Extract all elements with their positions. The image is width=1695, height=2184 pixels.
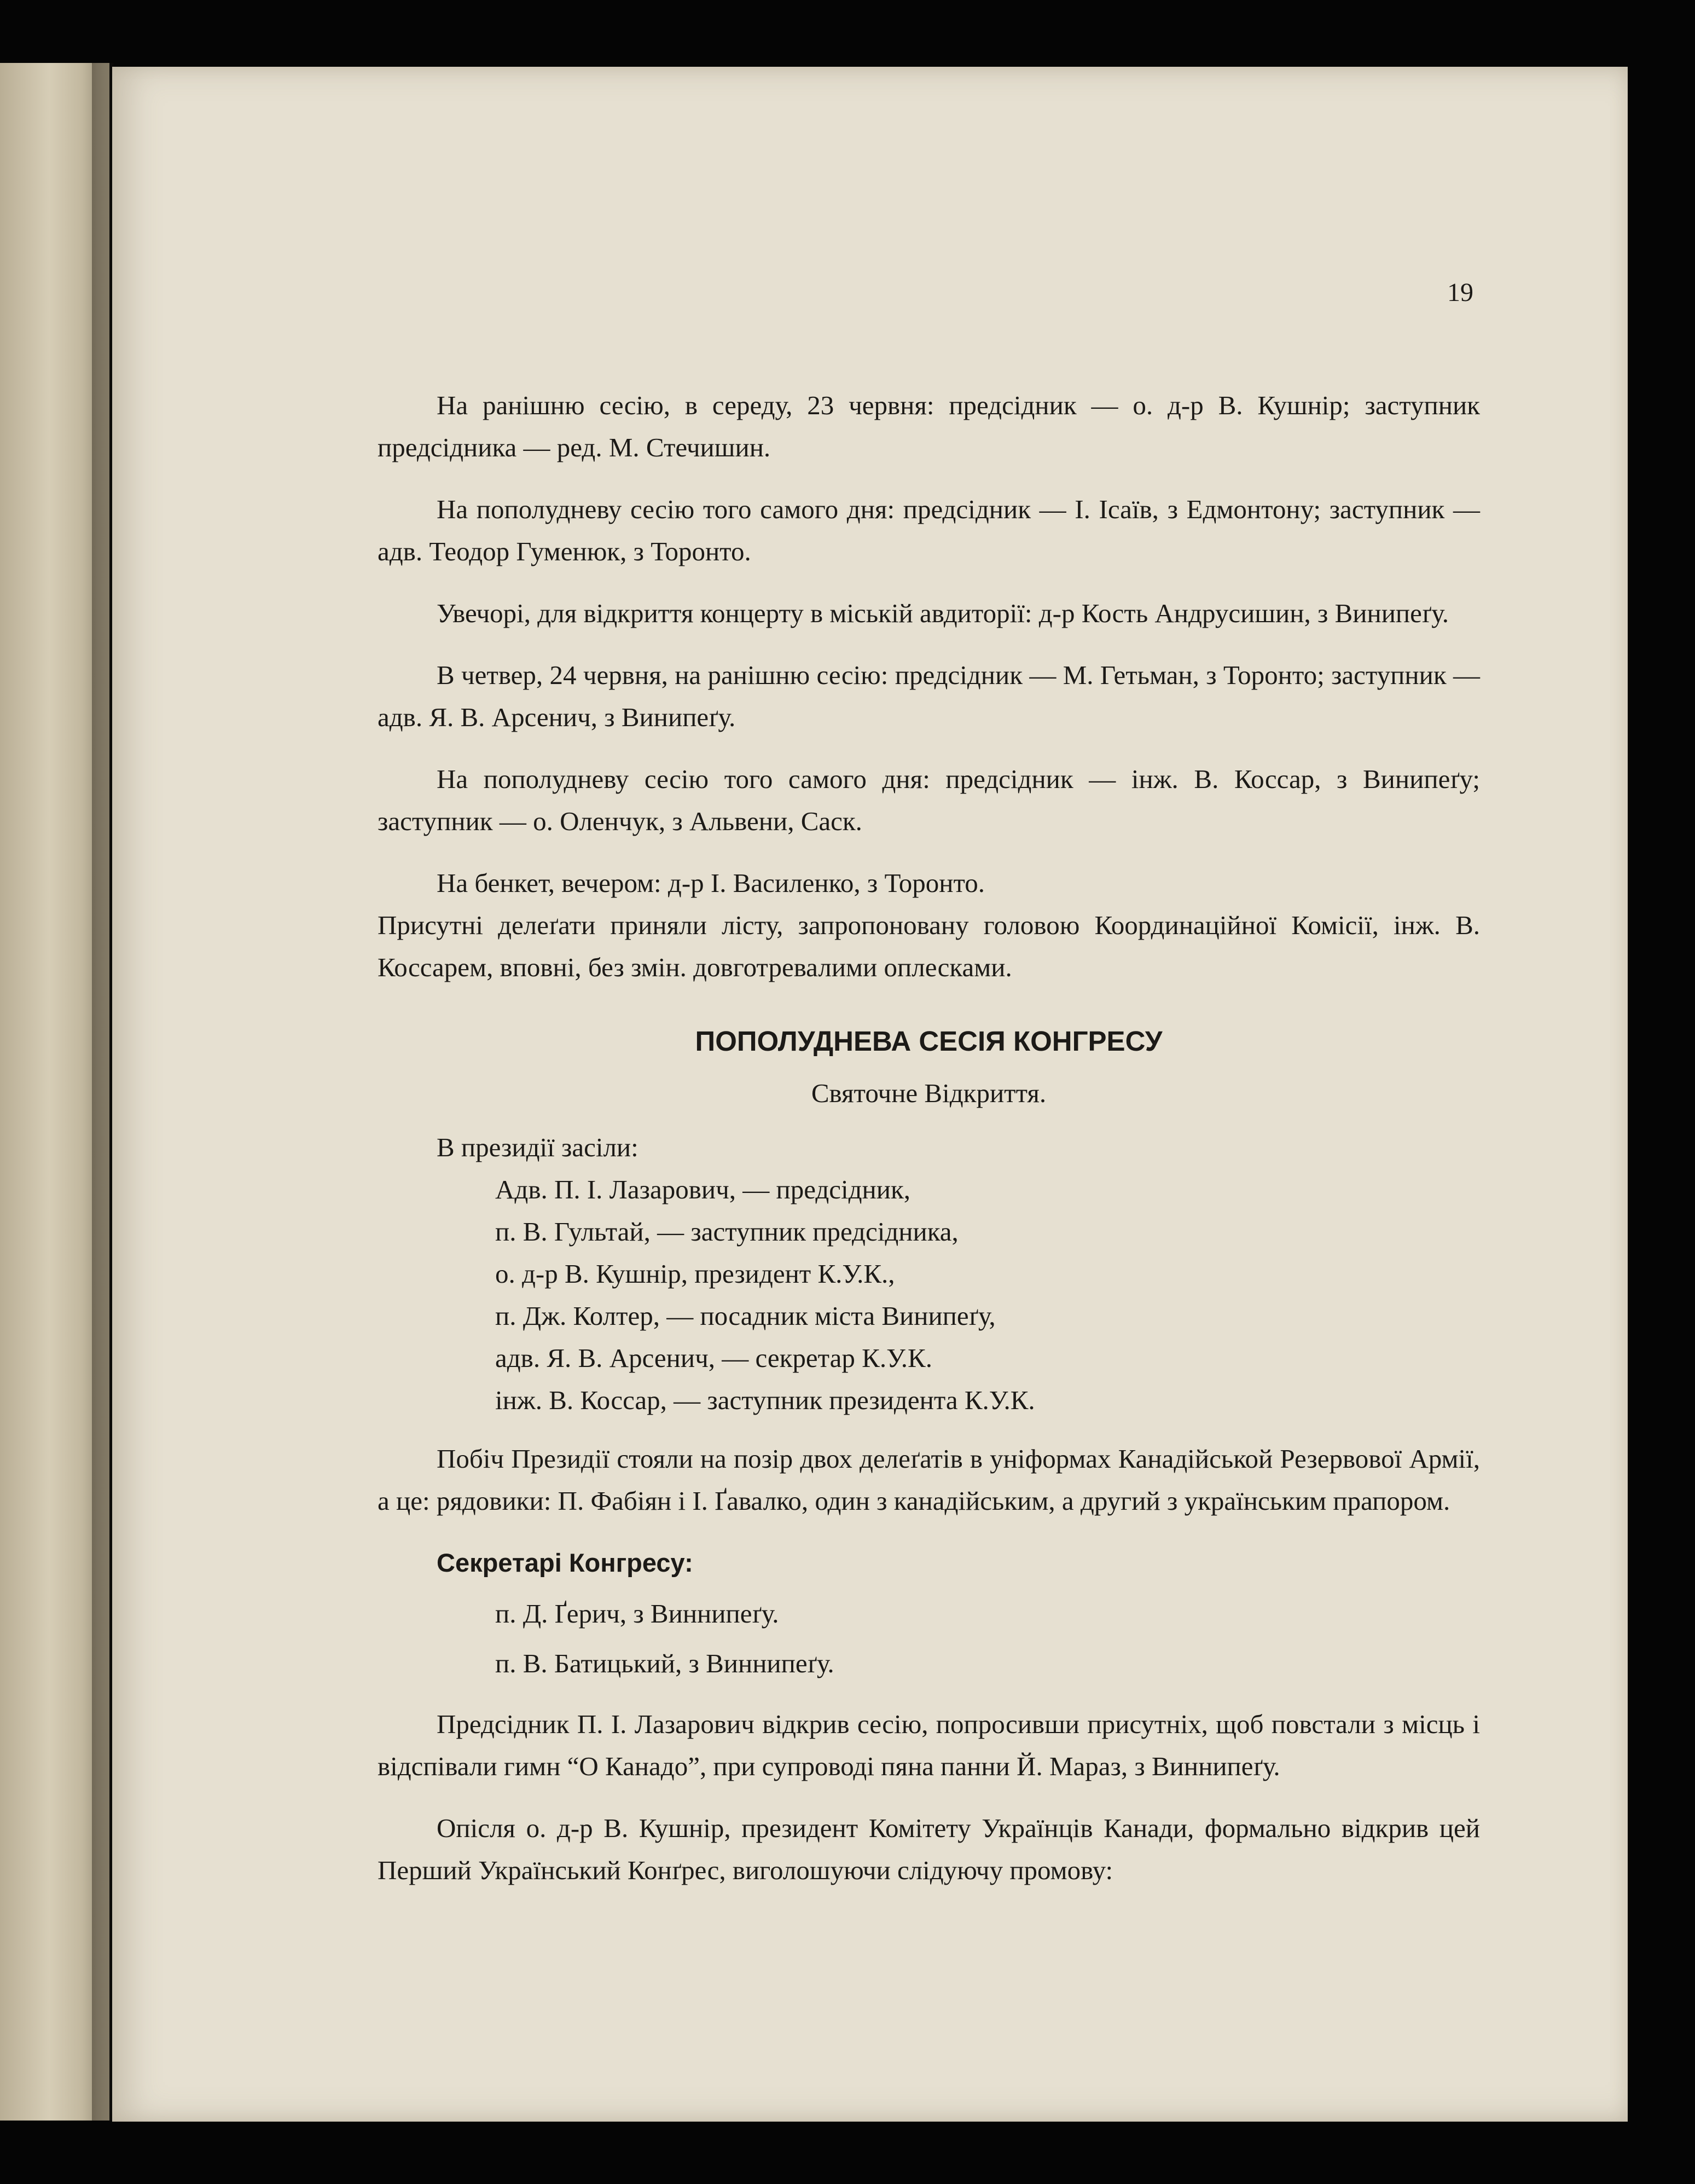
list-item: адв. Я. В. Арсенич, — секретар К.У.К. — [495, 1343, 932, 1373]
paragraph-wednesday-evening: Увечорі, для відкриття концерту в міській авдиторії: д-р Кость Андрусишин, з Винипеґу. — [437, 598, 1449, 628]
paragraph-guard: Побіч Президії стояли на позір двох делеґатів в уніформах Канадійськой Резервової Армії, а це: рядовики: П. Фабіян і І. Ґавалко, один з канадійським, а другий з українським прапором. — [378, 1444, 1480, 1516]
paragraph-thursday-afternoon: На пополудневу сесію того самого дня: предсідник — інж. В. Коссар, з Винипеґу; заступник — о. Оленчук, з Альвени, Саск. — [378, 764, 1480, 836]
list-item: п. В. Гультай, — заступник предсідника, — [495, 1216, 959, 1247]
presidium-label: В президії засіли: — [437, 1132, 638, 1162]
paragraph-opening: Предсідник П. І. Лазарович відкрив сесію, попросивши присутніх, щоб повстали з місць і відспівали гимн “О Канадо”, при супроводі пяна панни Й. Мараз, з Виннипеґу. — [378, 1709, 1480, 1781]
book-page — [112, 67, 1628, 2122]
list-item: інж. В. Коссар, — заступник президента К.У.К. — [495, 1385, 1035, 1415]
paragraph-speech-intro: Опісля о. д-р В. Кушнір, президент Комітету Українців Канади, формально відкрив цей Перший Український Конґрес, виголошуючи слідуючу промову: — [378, 1813, 1480, 1885]
presidium-list — [378, 1168, 1480, 1421]
section-heading: ПОПОЛУДНЕВА СЕСІЯ КОНГРЕСУ — [695, 1026, 1163, 1057]
list-item: п. Д. Ґерич, з Виннипеґу. — [495, 1598, 779, 1629]
paragraph-delegates: Присутні делеґати приняли лісту, запропоновану головою Координаційної Комісії, інж. В. Коссарем, вповні, без змін. довготревалими оплесками. — [378, 910, 1480, 982]
secretaries-title: Секретарі Конгресу: — [437, 1548, 693, 1577]
secretaries-list — [378, 1592, 1480, 1684]
paragraph-banquet: На бенкет, вечером: д-р І. Василенко, з Торонто. — [437, 868, 985, 898]
paragraph-thursday-morning: В четвер, 24 червня, на ранішню сесію: предсідник — М. Гетьман, з Торонто; заступник — адв. Я. В. Арсенич, з Винипеґу. — [378, 660, 1480, 732]
section-subheading: Святочне Відкриття. — [811, 1078, 1047, 1108]
list-item: п. Дж. Колтер, — посадник міста Винипеґу, — [495, 1301, 996, 1331]
list-item: о. д-р В. Кушнір, президент К.У.К., — [495, 1259, 895, 1289]
page-number: 19 — [1447, 278, 1473, 307]
page-text — [378, 384, 1480, 1911]
list-item: Адв. П. І. Лазарович, — предсідник, — [495, 1174, 911, 1204]
list-item: п. В. Батицький, з Виннипеґу. — [495, 1648, 834, 1678]
paragraph-wednesday-morning: На ранішню сесію, в середу, 23 червня: предсідник — о. д-р В. Кушнір; заступник предсідника — ред. М. Стечишин. — [378, 390, 1480, 462]
book-gutter-shadow — [92, 63, 114, 2121]
paragraph-wednesday-afternoon: На пополудневу сесію того самого дня: предсідник — І. Ісаїв, з Едмонтону; заступник — адв. Теодор Гуменюк, з Торонто. — [378, 494, 1480, 566]
